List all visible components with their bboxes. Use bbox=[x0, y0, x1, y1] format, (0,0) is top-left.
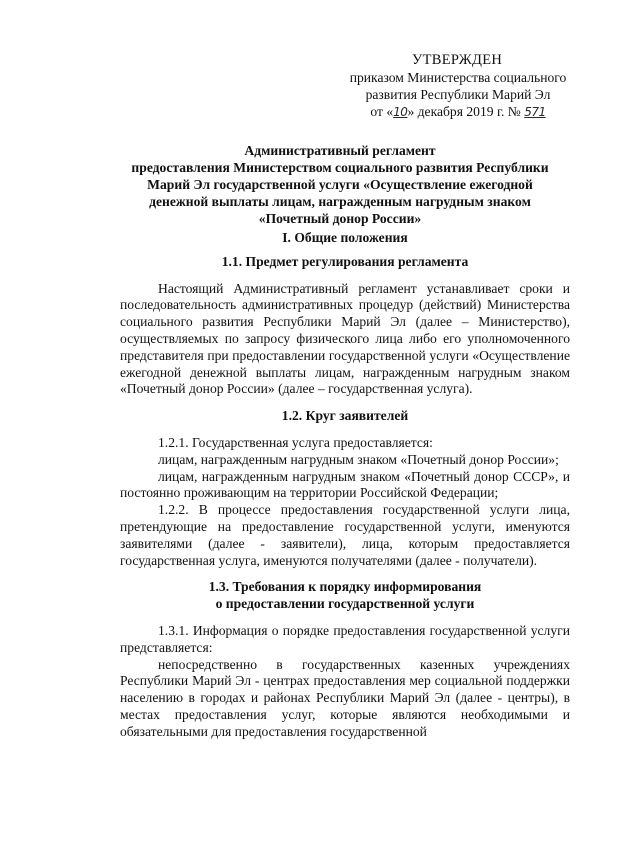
approval-date-line bbox=[338, 103, 578, 121]
approval-date-prefix: от « bbox=[370, 104, 394, 119]
approval-date-middle: » декабря 2019 г. № bbox=[407, 104, 521, 119]
document-title-line: Марий Эл государственной услуги «Осуществление ежегодной bbox=[147, 177, 533, 192]
section-1-3-heading-line-2: о предоставлении государственной услуги bbox=[215, 596, 475, 612]
approval-order-number: 571 bbox=[524, 105, 546, 119]
document-title bbox=[100, 142, 580, 227]
section-1-3-paragraph-2: непосредственно в государственных казенных учреждениях Республики Марий Эл - центрах предоставления мер социальной поддержки населению в городах и районах Республики Марий Эл (далее - центры), в местах предоставления услуг, которые являются необходимыми и обязательными для предоставления государственной bbox=[120, 656, 570, 739]
approval-date-day: 10 bbox=[393, 105, 408, 119]
section-1-1-heading: 1.1. Предмет регулирования регламента bbox=[221, 253, 469, 269]
section-1-1-paragraph: Настоящий Административный регламент устанавливает сроки и последовательность административных процедур (действий) Министерства социального развития Республики Марий Эл (далее – Министерство), осуществляемых по запросу физического лица либо его уполномоченного представителя при предоставлении государственной услуги «Осуществление ежегодной денежной выплаты лицам, награжденным нагрудным знаком «Почетный донор России» (далее – государственная услуга). bbox=[120, 280, 570, 397]
section-1-2-heading: 1.2. Круг заявителей bbox=[281, 408, 409, 424]
section-1-2-paragraph-3: лицам, награжденным нагрудным знаком «Почетный донор СССР», и постоянно проживающим на территории Российской Федерации; bbox=[120, 468, 570, 501]
document-body bbox=[120, 230, 570, 741]
section-1-heading: I. Общие положения bbox=[282, 230, 408, 245]
approval-block bbox=[338, 52, 578, 121]
approval-line-2: развития Республики Марий Эл bbox=[365, 87, 551, 102]
section-1-3-heading-line-1: 1.3. Требования к порядку информирования bbox=[208, 579, 482, 595]
document-title-line: предоставления Министерством социального развития Республики bbox=[131, 160, 549, 175]
document-title-line: «Почетный донор России» bbox=[258, 211, 422, 226]
approval-line-1: приказом Министерства социального bbox=[349, 70, 567, 85]
document-title-line: денежной выплаты лицам, награжденным нагрудным знаком bbox=[149, 194, 531, 209]
section-1-2-paragraph-2: лицам, награжденным нагрудным знаком «Почетный донор России»; bbox=[158, 451, 559, 467]
document-title-line: Административный регламент bbox=[244, 143, 436, 158]
section-1-3-paragraph-1: 1.3.1. Информация о порядке предоставления государственной услуги представляется: bbox=[120, 622, 570, 655]
approval-title: УТВЕРЖДЕН bbox=[412, 52, 503, 68]
section-1-2-paragraph-4: 1.2.2. В процессе предоставления государственной услуги лица, претендующие на предоставление государственной услуги, именуются заявителями (далее - заявители), лица, которым предоставляется государственная услуга, именуются получателями (далее - получатели). bbox=[120, 502, 570, 568]
section-1-2-paragraph-1: 1.2.1. Государственная услуга предоставляется: bbox=[158, 434, 433, 450]
